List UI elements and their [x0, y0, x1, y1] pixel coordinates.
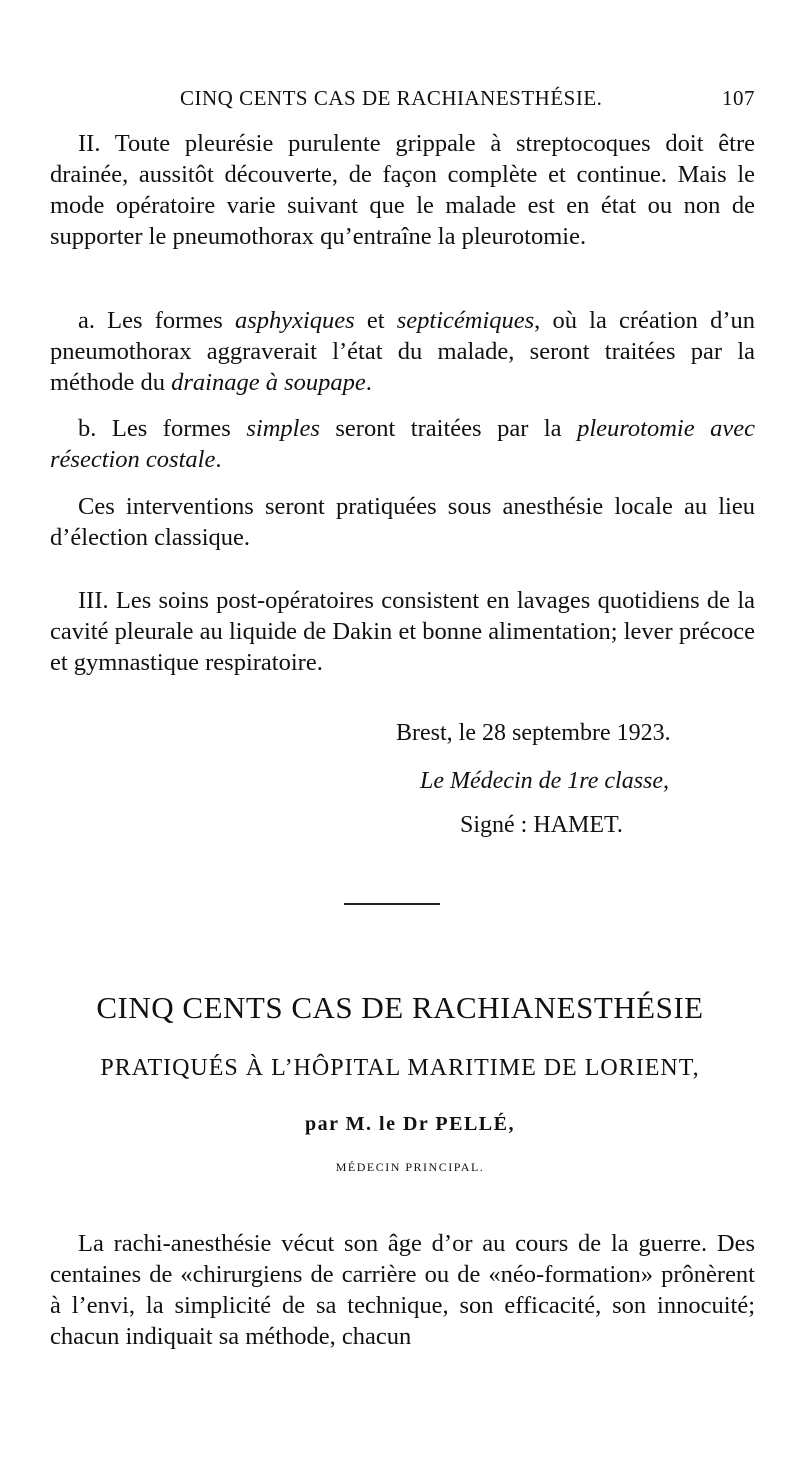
signature-name: Signé : HAMET.: [460, 812, 623, 838]
paragraph-interventions: [50, 491, 755, 553]
paragraph-iii: [50, 585, 755, 678]
paragraph-a-emphasis-2: septicémiques: [396, 307, 535, 334]
paragraph-b-text: [50, 413, 755, 475]
article-author-title: MÉDECIN PRINCIPAL.: [335, 1160, 485, 1174]
article-subtitle: PRATIQUÉS À L’HÔPITAL MARITIME DE LORIENT,: [100, 1055, 700, 1081]
section-divider: [344, 903, 440, 905]
paragraph-b: [50, 413, 755, 475]
paragraph-b-lead: b. Les formes: [78, 415, 247, 442]
paragraph-ii: [50, 128, 755, 252]
signature-role: Le Médecin de 1re classe,: [420, 768, 670, 794]
paragraph-b-emphasis-2: pleurotomie avec résection costale: [50, 415, 755, 473]
paragraph-iii-text: III. Les soins post-opératoires consistent en lavages quotidiens de la cavité pleurale au liquide de Dakin et bonne alimentation; lever précoce et gymnastique respiratoire.: [50, 587, 755, 676]
paragraph-a-end: .: [365, 369, 372, 396]
paragraph-b-middle-1: seront traitées par la: [319, 415, 578, 442]
paragraph-a-middle-2: , où la création d’un pneumothorax aggraverait l’état du malade, seront traitées par la méthode du: [50, 307, 755, 396]
paragraph-b-end: .: [215, 446, 222, 473]
paragraph-a-emphasis-3: drainage à soupape: [171, 369, 366, 396]
article-first-paragraph-text: La rachi-anesthésie vécut son âge d’or au cours de la guerre. Des centaines de «chirurgiens de carrière ou de «néo-formation» prônèrent à l’envi, la simplicité de sa technique, son efficacité, son innocuité; chacun indiquait sa méthode, chacun: [50, 1230, 755, 1350]
paragraph-a-middle-1: et: [354, 307, 397, 334]
paragraph-b-emphasis-1: simples: [246, 415, 320, 442]
article-author: par M. le Dr PELLÉ,: [305, 1113, 515, 1135]
paragraph-a-lead: a. Les formes: [78, 307, 235, 334]
paragraph-ii-text: II. Toute pleurésie purulente grippale à streptocoques doit être drainée, aussitôt découverte, de façon complète et continue. Mais le mode opératoire varie suivant que le malade est en état ou non de supporter le pneumothorax qu’entraîne la pleurotomie.: [50, 130, 755, 250]
page-number: 107: [722, 86, 755, 110]
running-head: [50, 86, 755, 116]
paragraph-interventions-text: Ces interventions seront pratiquées sous anesthésie locale au lieu d’élection classique.: [50, 493, 755, 551]
article-first-paragraph: [50, 1228, 755, 1352]
paragraph-a-text: [50, 305, 755, 398]
paragraph-a: [50, 305, 755, 398]
paragraph-a-emphasis-1: asphyxiques: [234, 307, 355, 334]
running-head-title: CINQ CENTS CAS DE RACHIANESTHÉSIE.: [180, 86, 603, 110]
article-title: CINQ CENTS CAS DE RACHIANESTHÉSIE: [96, 990, 704, 1025]
signature-date: Brest, le 28 septembre 1923.: [396, 720, 671, 746]
